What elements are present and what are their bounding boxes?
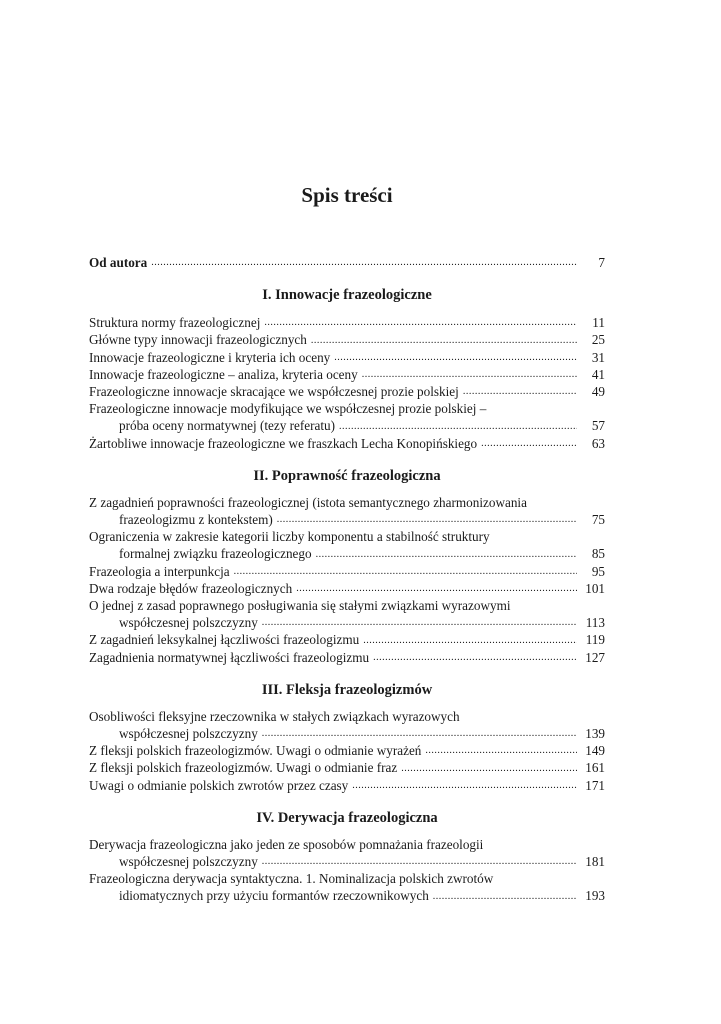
toc-entry-title-continued: próba oceny normatywnej (tezy referatu) xyxy=(119,418,336,434)
toc-entry[interactable] xyxy=(89,708,605,742)
leader-dots xyxy=(334,351,577,366)
toc-entry-title: Struktura normy frazeologicznej xyxy=(89,315,261,331)
toc-entry[interactable] xyxy=(89,649,605,666)
toc-entry-title-continued: idiomatycznych przy użyciu formantów rzeczownikowych xyxy=(119,888,429,904)
toc-page-number: 113 xyxy=(585,615,605,631)
toc-entry-title: Od autora xyxy=(89,255,148,270)
toc-entry-title: Frazeologiczne innowacje skracające we współczesnej prozie polskiej xyxy=(89,384,459,400)
toc-entry-title: Ograniczenia w zakresie kategorii liczby komponentu a stabilność struktury xyxy=(89,529,490,545)
section-heading: II. Poprawność frazeologiczna xyxy=(253,467,441,484)
toc-entry-title-continued: frazeologizmu z kontekstem) xyxy=(119,512,273,528)
toc-entry-title: Dwa rodzaje błędów frazeologicznych xyxy=(89,580,293,596)
toc-entry[interactable] xyxy=(89,836,605,870)
leader-dots xyxy=(401,762,577,777)
toc-entry[interactable] xyxy=(89,494,605,528)
toc-entry[interactable] xyxy=(89,435,605,452)
toc-entry-title: Z fleksji polskich frazeologizmów. Uwagi o odmianie wyrażeń xyxy=(89,743,422,759)
leader-dots xyxy=(463,385,577,400)
toc-entry[interactable] xyxy=(89,314,605,331)
toc-entry-title: Derywacja frazeologiczna jako jeden ze sposobów pomnażania frazeologii xyxy=(89,836,484,852)
toc-page-number: 41 xyxy=(591,366,605,382)
toc-page-number: 95 xyxy=(591,563,605,579)
leader-dots xyxy=(151,256,577,271)
toc-page-number: 31 xyxy=(591,349,605,365)
toc-entry-title: Żartobliwe innowacje frazeologiczne we fraszkach Lecha Konopińskiego xyxy=(89,435,478,451)
toc-entry[interactable] xyxy=(89,331,605,348)
toc-page-number: 171 xyxy=(585,777,605,793)
leader-dots xyxy=(311,334,577,349)
leader-dots xyxy=(362,368,577,383)
toc-page-number: 57 xyxy=(591,418,605,434)
toc-entry[interactable] xyxy=(89,580,605,597)
toc-entry[interactable] xyxy=(89,597,605,631)
table-of-contents xyxy=(89,254,605,905)
toc-page-number: 193 xyxy=(585,888,605,904)
toc-entry[interactable] xyxy=(89,759,605,776)
toc-entry-title: Z zagadnień leksykalnej łączliwości frazeologizmu xyxy=(89,632,360,648)
toc-entry-title: O jednej z zasad poprawnego posługiwania się stałymi związkami wyrazowymi xyxy=(89,598,511,614)
leader-dots xyxy=(277,513,577,528)
leader-dots xyxy=(481,437,577,452)
toc-page-number: 101 xyxy=(585,580,605,596)
toc-page-number: 181 xyxy=(585,854,605,870)
section-heading: I. Innowacje frazeologiczne xyxy=(262,287,432,304)
section-heading: IV. Derywacja frazeologiczna xyxy=(256,809,438,826)
toc-entry-title: Frazeologia a interpunkcja xyxy=(89,563,230,579)
leader-dots xyxy=(262,855,577,870)
toc-entry-title-continued: współczesnej polszczyzny xyxy=(119,615,258,631)
toc-entry[interactable] xyxy=(89,631,605,648)
toc-entry-title-continued: współczesnej polszczyzny xyxy=(119,726,258,742)
toc-entry-title: Z zagadnień poprawności frazeologicznej (istota semantycznego zharmonizowania xyxy=(89,494,527,510)
toc-entry-intro[interactable] xyxy=(89,254,605,271)
toc-entry[interactable] xyxy=(89,528,605,562)
leader-dots xyxy=(433,890,577,905)
toc-entry-title: Osobliwości fleksyjne rzeczownika w stałych związkach wyrazowych xyxy=(89,708,460,724)
leader-dots xyxy=(264,316,577,331)
leader-dots xyxy=(363,634,577,649)
toc-page-number: 63 xyxy=(591,435,605,451)
toc-page-number: 25 xyxy=(591,332,605,348)
toc-page-number: 119 xyxy=(585,632,605,648)
leader-dots xyxy=(316,548,577,563)
leader-dots xyxy=(262,616,577,631)
toc-entry-title: Z fleksji polskich frazeologizmów. Uwagi o odmianie fraz xyxy=(89,760,398,776)
toc-page-number: 85 xyxy=(591,546,605,562)
toc-entry[interactable] xyxy=(89,777,605,794)
toc-page-number: 75 xyxy=(591,512,605,528)
toc-entry[interactable] xyxy=(89,349,605,366)
toc-entry-title: Główne typy innowacji frazeologicznych xyxy=(89,332,307,348)
toc-page-number: 7 xyxy=(598,255,605,270)
toc-entry-title: Innowacje frazeologiczne – analiza, kryteria oceny xyxy=(89,366,358,382)
toc-entry-title: Frazeologiczne innowacje modyfikujące we współczesnej prozie polskiej – xyxy=(89,401,487,417)
toc-page-number: 11 xyxy=(592,315,605,331)
toc-entry-title-continued: współczesnej polszczyzny xyxy=(119,854,258,870)
toc-page-number: 139 xyxy=(585,726,605,742)
toc-entry[interactable] xyxy=(89,742,605,759)
toc-entry[interactable] xyxy=(89,366,605,383)
leader-dots xyxy=(352,779,577,794)
toc-entry[interactable] xyxy=(89,400,605,434)
toc-page-number: 49 xyxy=(591,384,605,400)
leader-dots xyxy=(262,727,577,742)
leader-dots xyxy=(234,565,577,580)
toc-entry-title: Uwagi o odmianie polskich zwrotów przez czasy xyxy=(89,777,349,793)
section-heading: III. Fleksja frazeologizmów xyxy=(261,681,433,698)
toc-entry[interactable] xyxy=(89,870,605,904)
toc-entry-title: Innowacje frazeologiczne i kryteria ich oceny xyxy=(89,349,331,365)
toc-page-number: 149 xyxy=(585,743,605,759)
leader-dots xyxy=(339,420,577,435)
toc-page-number: 161 xyxy=(585,760,605,776)
toc-entry-title-continued: formalnej związku frazeologicznego xyxy=(119,546,312,562)
page-title: Spis treści xyxy=(301,183,393,207)
toc-entry[interactable] xyxy=(89,383,605,400)
leader-dots xyxy=(373,651,577,666)
toc-entry-title: Zagadnienia normatywnej łączliwości frazeologizmu xyxy=(89,649,370,665)
leader-dots xyxy=(296,582,577,597)
leader-dots xyxy=(425,744,577,759)
toc-page-number: 127 xyxy=(585,649,605,665)
toc-entry-title: Frazeologiczna derywacja syntaktyczna. 1. Nominalizacja polskich zwrotów xyxy=(89,871,494,887)
toc-entry[interactable] xyxy=(89,563,605,580)
